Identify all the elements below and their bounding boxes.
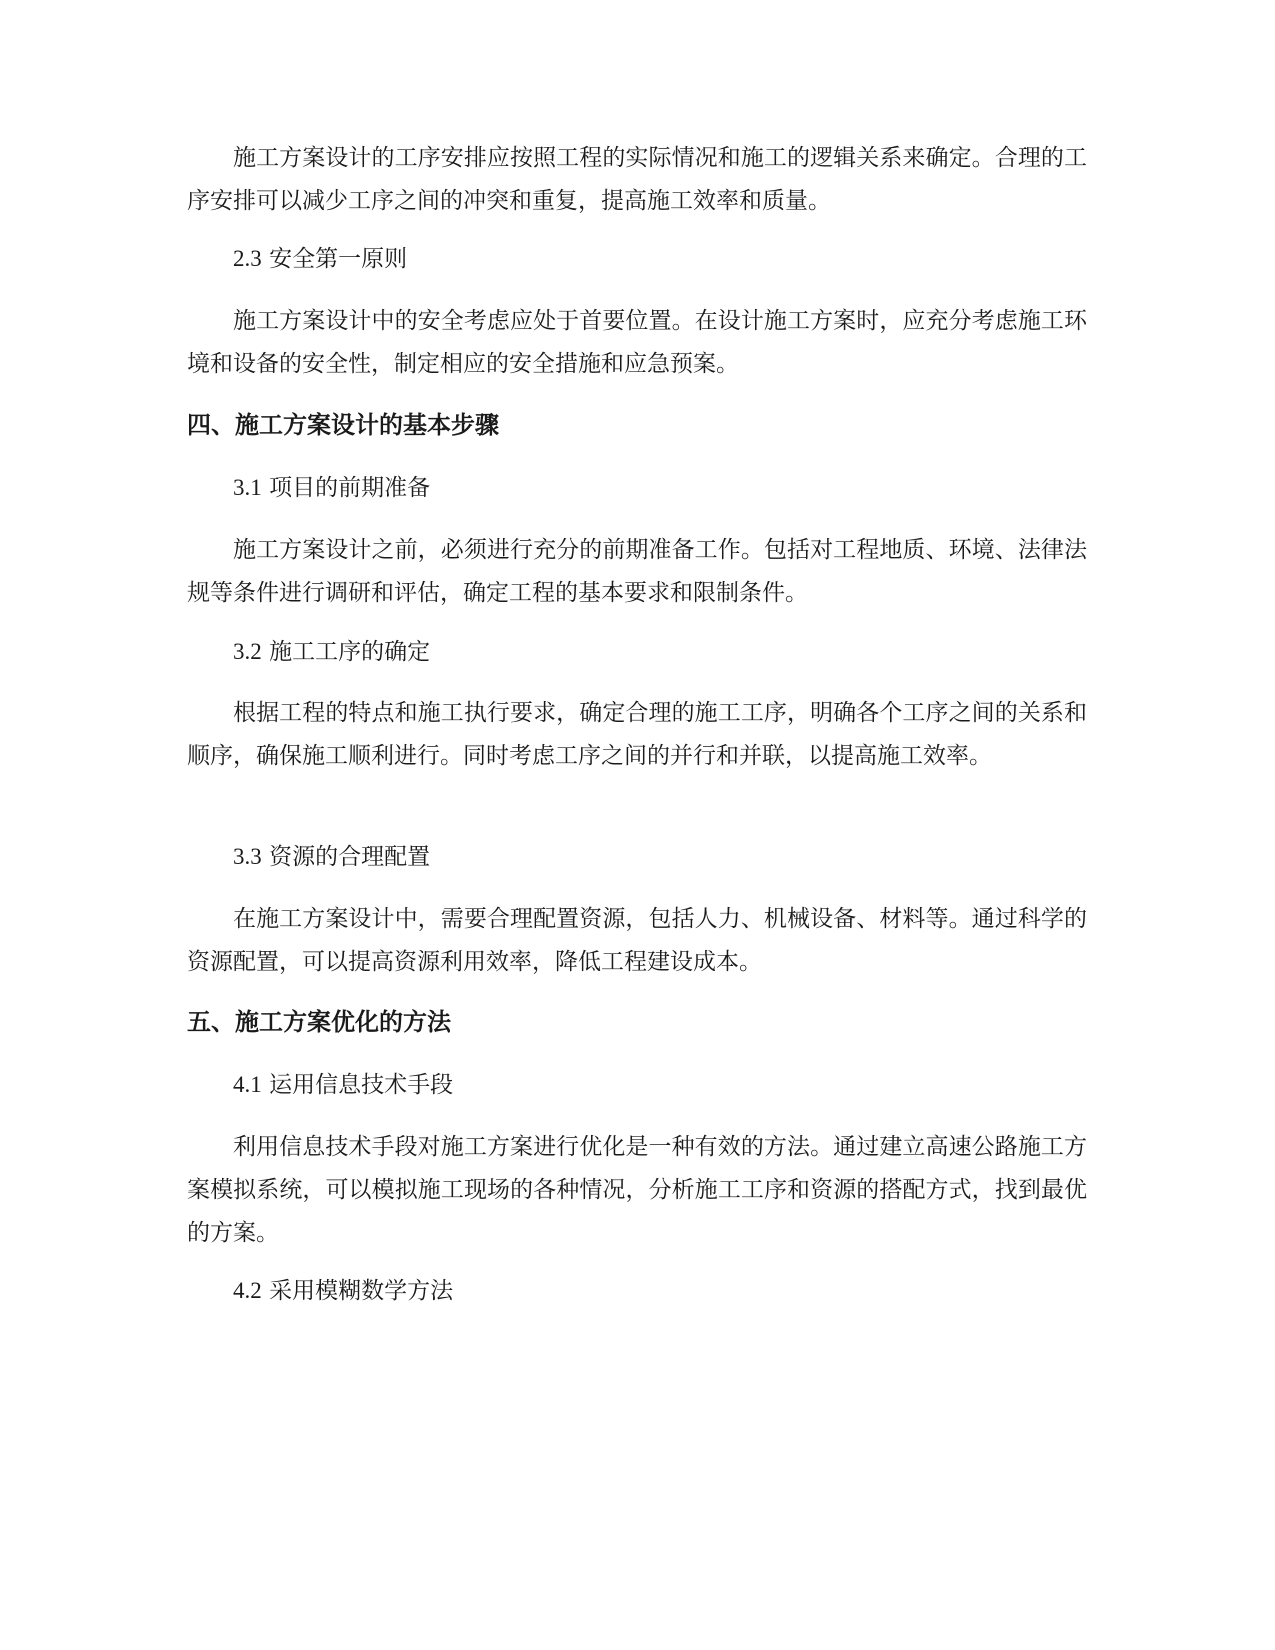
subheading-title: 施工工序的确定 [269, 639, 431, 665]
subheading-3-1 [187, 466, 1133, 510]
subheading-title: 安全第一原则 [269, 246, 408, 272]
paragraph-preparation: 施工方案设计之前，必须进行充分的前期准备工作。包括对工程地质、环境、法律法规等条件进行调研和评估，确定工程的基本要求和限制条件。 [187, 537, 1087, 606]
subheading-title: 运用信息技术手段 [269, 1072, 454, 1098]
subheading-number: 4.2 [233, 1278, 262, 1303]
subheading-3-3 [187, 835, 1133, 879]
subheading-title: 项目的前期准备 [269, 475, 431, 501]
subheading-title: 采用模糊数学方法 [269, 1278, 454, 1304]
subheading-number: 3.1 [233, 475, 262, 500]
subheading-2-3 [187, 237, 1133, 281]
paragraph-resource-allocation: 在施工方案设计中，需要合理配置资源，包括人力、机械设备、材料等。通过科学的资源配置，可以提高资源利用效率，降低工程建设成本。 [187, 906, 1087, 975]
paragraph-process-determination: 根据工程的特点和施工执行要求，确定合理的施工工序，明确各个工序之间的关系和顺序，确保施工顺利进行。同时考虑工序之间的并行和并联，以提高施工效率。 [187, 700, 1087, 769]
subheading-4-1 [187, 1063, 1133, 1107]
subheading-4-2 [187, 1269, 1133, 1313]
subheading-number: 4.1 [233, 1072, 262, 1097]
subheading-title: 资源的合理配置 [269, 844, 431, 870]
paragraph-information-technology: 利用信息技术手段对施工方案进行优化是一种有效的方法。通过建立高速公路施工方案模拟系统，可以模拟施工现场的各种情况，分析施工工序和资源的搭配方式，找到最优的方案。 [187, 1134, 1087, 1246]
subheading-3-2 [187, 630, 1133, 674]
paragraph-safety-first: 施工方案设计中的安全考虑应处于首要位置。在设计施工方案时，应充分考虑施工环境和设备的安全性，制定相应的安全措施和应急预案。 [187, 308, 1087, 377]
section-heading-5: 五、施工方案优化的方法 [187, 1008, 451, 1036]
paragraph-process-arrangement: 施工方案设计的工序安排应按照工程的实际情况和施工的逻辑关系来确定。合理的工序安排可以减少工序之间的冲突和重复，提高施工效率和质量。 [187, 145, 1087, 214]
subheading-number: 3.2 [233, 639, 262, 664]
subheading-number: 2.3 [233, 246, 262, 271]
subheading-number: 3.3 [233, 844, 262, 869]
section-heading-4: 四、施工方案设计的基本步骤 [187, 411, 499, 439]
